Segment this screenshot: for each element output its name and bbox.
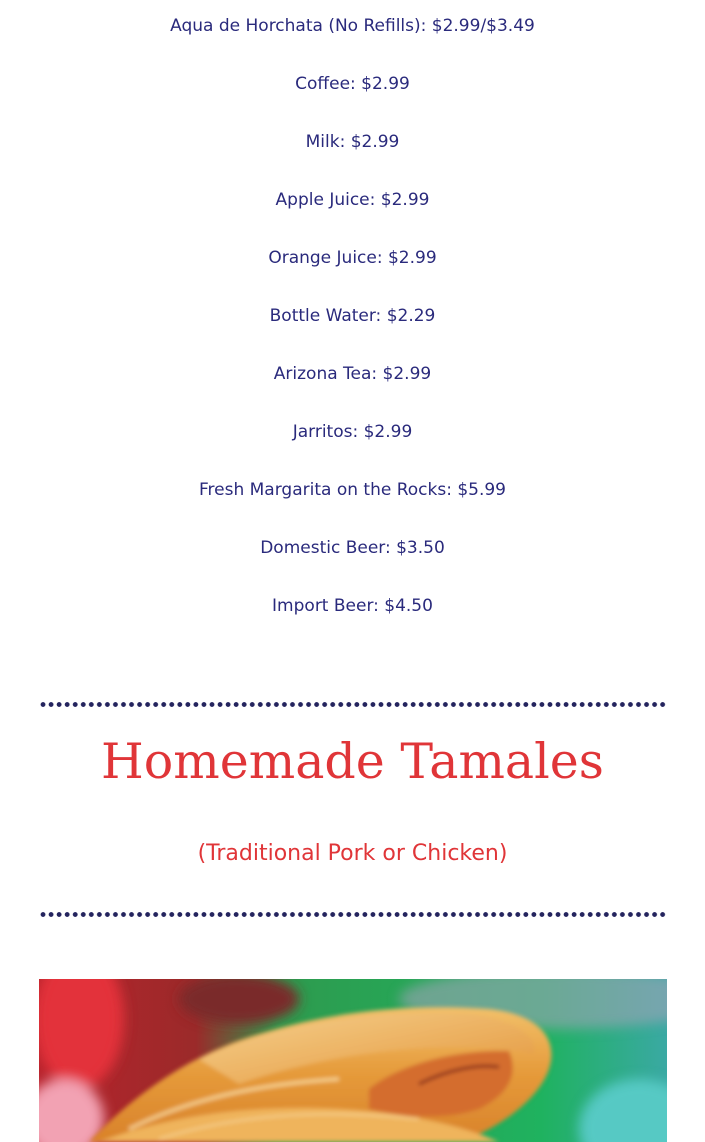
- menu-item-domestic-beer: Domestic Beer: $3.50: [260, 538, 445, 558]
- menu-item-orange-juice: Orange Juice: $2.99: [268, 248, 437, 268]
- menu-item-jarritos: Jarritos: $2.99: [292, 422, 413, 442]
- menu-item-import-beer: Import Beer: $4.50: [272, 596, 433, 616]
- menu-item-margarita: Fresh Margarita on the Rocks: $5.99: [198, 480, 506, 500]
- section-divider-bottom: [39, 912, 667, 917]
- menu-item-arizona-tea: Arizona Tea: $2.99: [273, 364, 432, 384]
- section-divider-top: [39, 702, 667, 707]
- section-title: Homemade Tamales: [101, 733, 604, 790]
- menu-item-horchata: Aqua de Horchata (No Refills): $2.99/$3.49: [170, 16, 535, 36]
- menu-item-milk: Milk: $2.99: [305, 132, 400, 152]
- menu-item-coffee: Coffee: $2.99: [295, 74, 410, 94]
- section-subtitle: (Traditional Pork or Chicken): [197, 841, 508, 866]
- tamales-photo: [39, 979, 667, 1142]
- menu-item-apple-juice: Apple Juice: $2.99: [275, 190, 430, 210]
- menu-item-bottle-water: Bottle Water: $2.29: [269, 306, 436, 326]
